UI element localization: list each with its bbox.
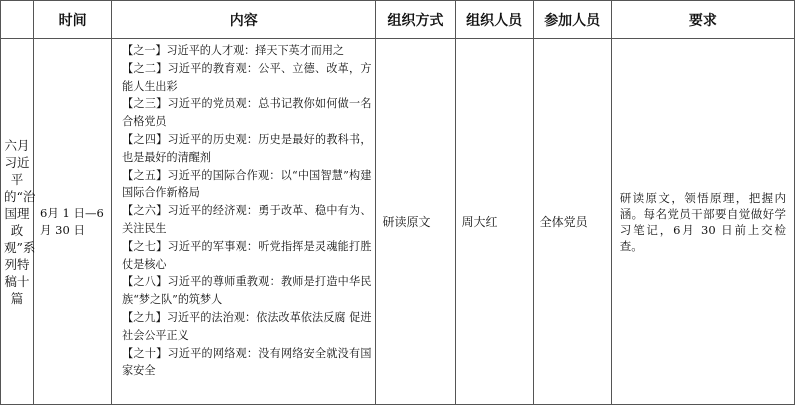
content-item: 【之三】习近平的党员观：总书记教你如何做一名合格党员: [122, 97, 372, 129]
content-item: 【之九】习近平的法治观：依法改革依法反腐 促进社会公平正义: [122, 310, 372, 342]
header-content: 内容: [112, 1, 376, 39]
content-item: 【之四】习近平的历史观：历史是最好的教科书，也是最好的清醒剂: [122, 132, 372, 164]
header-participants: 参加人员: [533, 1, 611, 39]
content-item: 【之十】习近平的网络观：没有网络安全就没有国家安全: [122, 346, 372, 378]
table-row: [1, 39, 795, 405]
content-cell: [112, 39, 376, 405]
requirements-cell: 研读原文，领悟原理，把握内涵。每名党员干部要自觉做好学习笔记，6月 30 日前上交检查。: [611, 39, 794, 405]
content-item: 【之二】习近平的教育观：公平、立德、改革，方能人生出彩: [122, 61, 372, 93]
header-row: [1, 1, 795, 39]
participants-cell: 全体党员: [533, 39, 611, 405]
topic-cell: 六月习近平的“治国理政观”系列特稿十篇: [1, 39, 34, 405]
content-item: 【之七】习近平的军事观：听党指挥是灵魂能打胜仗是核心: [122, 239, 372, 271]
content-item: 【之五】习近平的国际合作观：以“中国智慧”构建国际合作新格局: [122, 168, 372, 200]
header-topic: [1, 1, 34, 39]
header-time: 时间: [34, 1, 112, 39]
time-cell: 6月 1 日—6月 30 日: [34, 39, 112, 405]
form-cell: 研读原文: [376, 39, 455, 405]
content-item: 【之六】习近平的经济观：勇于改革、稳中有为、关注民生: [122, 204, 372, 235]
header-requirements: 要求: [611, 1, 794, 39]
content-item: 【之八】习近平的尊师重教观：教师是打造中华民族“梦之队”的筑梦人: [122, 275, 372, 307]
organizer-cell: 周大红: [455, 39, 533, 405]
content-item: 【之一】习近平的人才观：择天下英才而用之: [122, 44, 345, 57]
header-organizer: 组织人员: [455, 1, 533, 39]
header-form: 组织方式: [376, 1, 455, 39]
